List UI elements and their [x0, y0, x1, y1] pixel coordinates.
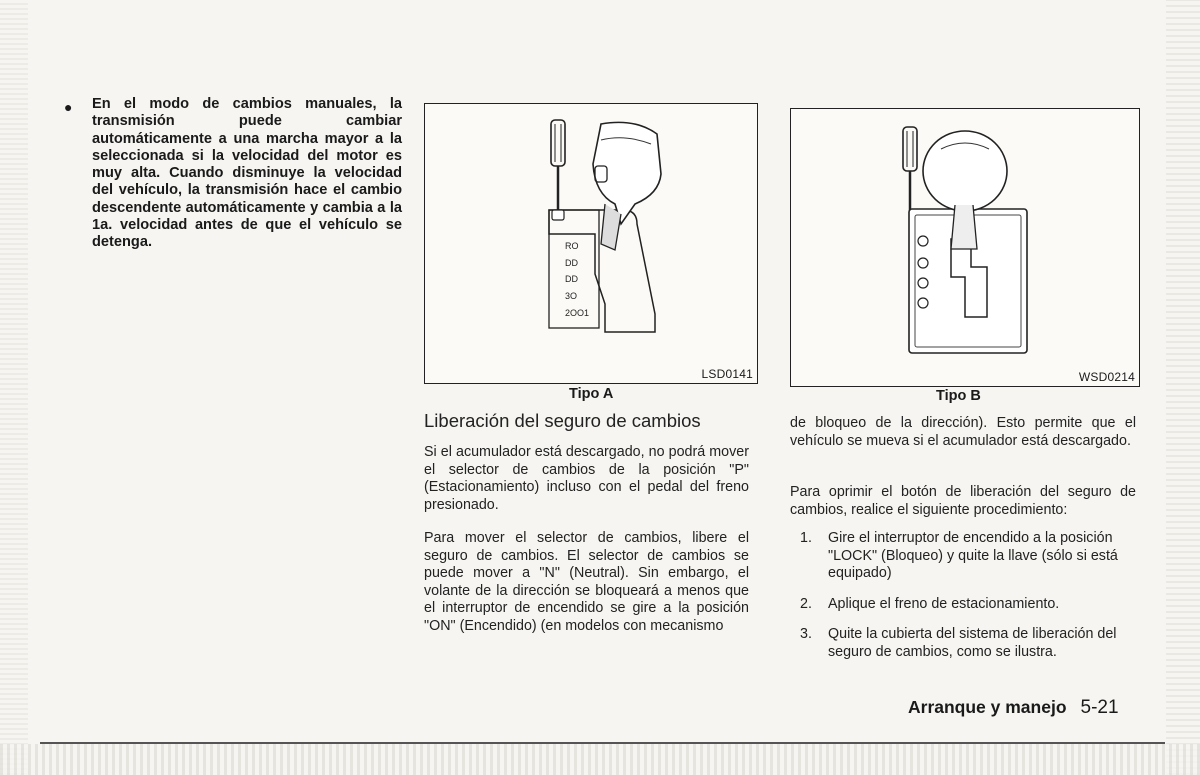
figure-tipo-b — [790, 108, 1140, 387]
procedure-steps — [790, 530, 1136, 675]
svg-text:RO: RO — [565, 241, 579, 251]
figure-code-a: LSD0141 — [701, 367, 753, 381]
paragraph: de bloqueo de la dirección). Esto permite que el vehículo se mueva si el acumulador está descargado. — [790, 415, 1136, 449]
step-text: Aplique el freno de estacionamiento. — [828, 595, 1060, 612]
page-footer — [908, 697, 1119, 719]
page-number: 5-21 — [1080, 697, 1119, 718]
svg-text:DD: DD — [565, 274, 578, 284]
scan-edge-bottom — [0, 744, 1200, 775]
svg-text:2OO1: 2OO1 — [565, 308, 590, 318]
paragraph: Si el acumulador está descargado, no podrá mover el selector de cambios de la posición "P" (Estacionamiento) incluso con el pedal del freno presionado. — [424, 444, 749, 513]
step-number: 3. — [800, 626, 812, 643]
step-number: 1. — [800, 530, 812, 546]
svg-text:DD: DD — [565, 258, 578, 268]
paragraph: Para oprimir el botón de liberación del seguro de cambios, realice el siguiente procedimiento: — [790, 484, 1136, 518]
shift-lever-b-illustration — [791, 109, 1139, 386]
step-text: Quite la cubierta del sistema de liberación del seguro de cambios, como se ilustra. — [828, 626, 1117, 660]
footer-section: Arranque y manejo — [908, 697, 1067, 717]
bullet-note — [64, 96, 402, 252]
figure-caption-b: Tipo B — [936, 388, 981, 404]
paragraph: Para mover el selector de cambios, libere el seguro de cambios. El selector de cambios se puede mover a "N" (Neutral). Sin embargo, el volante de la dirección se bloqueará a menos que el interruptor de encendido se gire a la posición "ON" (Encendido) (en modelos con mecanismo — [424, 530, 749, 634]
figure-caption-a: Tipo A — [569, 386, 614, 402]
shift-lever-a-illustration — [425, 104, 757, 383]
list-item — [790, 530, 1136, 583]
svg-text:3O: 3O — [565, 291, 578, 301]
bullet-icon: ● — [64, 99, 73, 115]
bullet-text: En el modo de cambios manuales, la transmisión puede cambiar automáticamente a una marcha mayor a la seleccionada si la velocidad del motor es muy alta. Cuando disminuye la velocidad del vehículo, la transmisión hace el cambio descendente automáticamente y cambia a la 1a. velocidad antes de que el vehículo se detenga. — [92, 96, 402, 251]
scan-edge-right — [1166, 0, 1200, 775]
list-item — [790, 626, 1136, 661]
figure-tipo-a — [424, 103, 758, 384]
step-text: Gire el interruptor de encendido a la posición "LOCK" (Bloqueo) y quite la llave (sólo si está equipado) — [828, 530, 1118, 582]
section-title: Liberación del seguro de cambios — [424, 410, 701, 431]
list-item — [790, 596, 1136, 614]
figure-code-b: WSD0214 — [1078, 370, 1135, 384]
step-number: 2. — [800, 595, 812, 612]
scan-edge-left — [0, 0, 28, 775]
